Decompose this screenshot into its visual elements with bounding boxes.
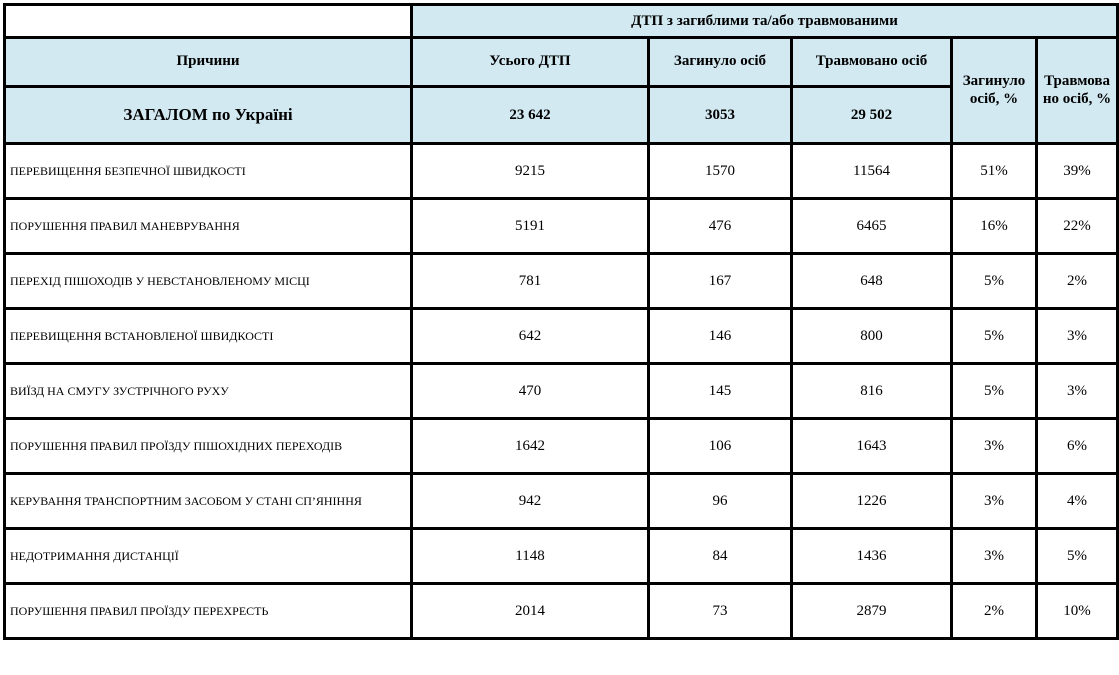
col-header-killed: Загинуло осіб bbox=[649, 38, 792, 87]
value-cell-killed_pct: 5% bbox=[952, 254, 1037, 309]
corner-cell bbox=[5, 5, 412, 38]
col-header-injured-pct: Травмовано осіб, % bbox=[1037, 38, 1118, 144]
table-row bbox=[5, 199, 1118, 254]
value-cell-killed_pct: 16% bbox=[952, 199, 1037, 254]
cause-cell: ПОРУШЕННЯ ПРАВИЛ МАНЕВРУВАННЯ bbox=[5, 199, 412, 254]
value-cell-killed: 1570 bbox=[649, 144, 792, 199]
accidents-table bbox=[3, 3, 1119, 640]
value-cell-total: 470 bbox=[412, 364, 649, 419]
table-row bbox=[5, 254, 1118, 309]
total-row-killed: 3053 bbox=[649, 87, 792, 144]
value-cell-injured: 648 bbox=[792, 254, 952, 309]
value-cell-killed: 106 bbox=[649, 419, 792, 474]
table-row bbox=[5, 364, 1118, 419]
column-header-row bbox=[5, 38, 1118, 87]
table-row bbox=[5, 419, 1118, 474]
col-header-injured: Травмовано осіб bbox=[792, 38, 952, 87]
value-cell-total: 642 bbox=[412, 309, 649, 364]
causes-tbody bbox=[5, 144, 1118, 639]
value-cell-killed: 145 bbox=[649, 364, 792, 419]
value-cell-injured_pct: 4% bbox=[1037, 474, 1118, 529]
banner-row bbox=[5, 5, 1118, 38]
cause-cell: ПЕРЕВИЩЕННЯ ВСТАНОВЛЕНОЇ ШВИДКОСТІ bbox=[5, 309, 412, 364]
total-row-injured: 29 502 bbox=[792, 87, 952, 144]
value-cell-injured: 11564 bbox=[792, 144, 952, 199]
cause-cell: ПОРУШЕННЯ ПРАВИЛ ПРОЇЗДУ ПІШОХІДНИХ ПЕРЕХОДІВ bbox=[5, 419, 412, 474]
value-cell-total: 942 bbox=[412, 474, 649, 529]
value-cell-injured_pct: 10% bbox=[1037, 584, 1118, 639]
col-header-total: Усього ДТП bbox=[412, 38, 649, 87]
value-cell-injured: 816 bbox=[792, 364, 952, 419]
value-cell-injured: 800 bbox=[792, 309, 952, 364]
value-cell-total: 1148 bbox=[412, 529, 649, 584]
cause-cell: ПЕРЕХІД ПІШОХОДІВ У НЕВСТАНОВЛЕНОМУ МІСЦІ bbox=[5, 254, 412, 309]
value-cell-injured: 1643 bbox=[792, 419, 952, 474]
value-cell-killed: 96 bbox=[649, 474, 792, 529]
table-row bbox=[5, 309, 1118, 364]
value-cell-killed_pct: 3% bbox=[952, 419, 1037, 474]
value-cell-total: 2014 bbox=[412, 584, 649, 639]
value-cell-killed: 476 bbox=[649, 199, 792, 254]
value-cell-injured_pct: 3% bbox=[1037, 309, 1118, 364]
value-cell-injured_pct: 6% bbox=[1037, 419, 1118, 474]
value-cell-killed_pct: 5% bbox=[952, 364, 1037, 419]
total-row bbox=[5, 87, 1118, 144]
value-cell-injured: 1436 bbox=[792, 529, 952, 584]
value-cell-injured: 1226 bbox=[792, 474, 952, 529]
value-cell-killed: 146 bbox=[649, 309, 792, 364]
cause-cell: ВИЇЗД НА СМУГУ ЗУСТРІЧНОГО РУХУ bbox=[5, 364, 412, 419]
value-cell-injured: 6465 bbox=[792, 199, 952, 254]
total-row-label: ЗАГАЛОМ по Україні bbox=[5, 87, 412, 144]
value-cell-injured_pct: 5% bbox=[1037, 529, 1118, 584]
value-cell-killed: 167 bbox=[649, 254, 792, 309]
table-row bbox=[5, 529, 1118, 584]
table-row bbox=[5, 144, 1118, 199]
value-cell-killed_pct: 5% bbox=[952, 309, 1037, 364]
table-row bbox=[5, 584, 1118, 639]
value-cell-killed: 73 bbox=[649, 584, 792, 639]
value-cell-injured: 2879 bbox=[792, 584, 952, 639]
cause-cell: ПОРУШЕННЯ ПРАВИЛ ПРОЇЗДУ ПЕРЕХРЕСТЬ bbox=[5, 584, 412, 639]
banner-header: ДТП з загиблими та/або травмованими bbox=[412, 5, 1118, 38]
value-cell-killed_pct: 51% bbox=[952, 144, 1037, 199]
cause-cell: НЕДОТРИМАННЯ ДИСТАНЦІЇ bbox=[5, 529, 412, 584]
value-cell-killed_pct: 3% bbox=[952, 529, 1037, 584]
value-cell-injured_pct: 39% bbox=[1037, 144, 1118, 199]
value-cell-total: 1642 bbox=[412, 419, 649, 474]
total-row-total: 23 642 bbox=[412, 87, 649, 144]
value-cell-injured_pct: 22% bbox=[1037, 199, 1118, 254]
col-header-causes: Причини bbox=[5, 38, 412, 87]
value-cell-injured_pct: 2% bbox=[1037, 254, 1118, 309]
value-cell-total: 781 bbox=[412, 254, 649, 309]
value-cell-injured_pct: 3% bbox=[1037, 364, 1118, 419]
col-header-killed-pct: Загинуло осіб, % bbox=[952, 38, 1037, 144]
cause-cell: ПЕРЕВИЩЕННЯ БЕЗПЕЧНОЇ ШВИДКОСТІ bbox=[5, 144, 412, 199]
value-cell-killed_pct: 3% bbox=[952, 474, 1037, 529]
cause-cell: КЕРУВАННЯ ТРАНСПОРТНИМ ЗАСОБОМ У СТАНІ СП’ЯНІННЯ bbox=[5, 474, 412, 529]
value-cell-killed_pct: 2% bbox=[952, 584, 1037, 639]
value-cell-killed: 84 bbox=[649, 529, 792, 584]
value-cell-total: 9215 bbox=[412, 144, 649, 199]
value-cell-total: 5191 bbox=[412, 199, 649, 254]
table-row bbox=[5, 474, 1118, 529]
